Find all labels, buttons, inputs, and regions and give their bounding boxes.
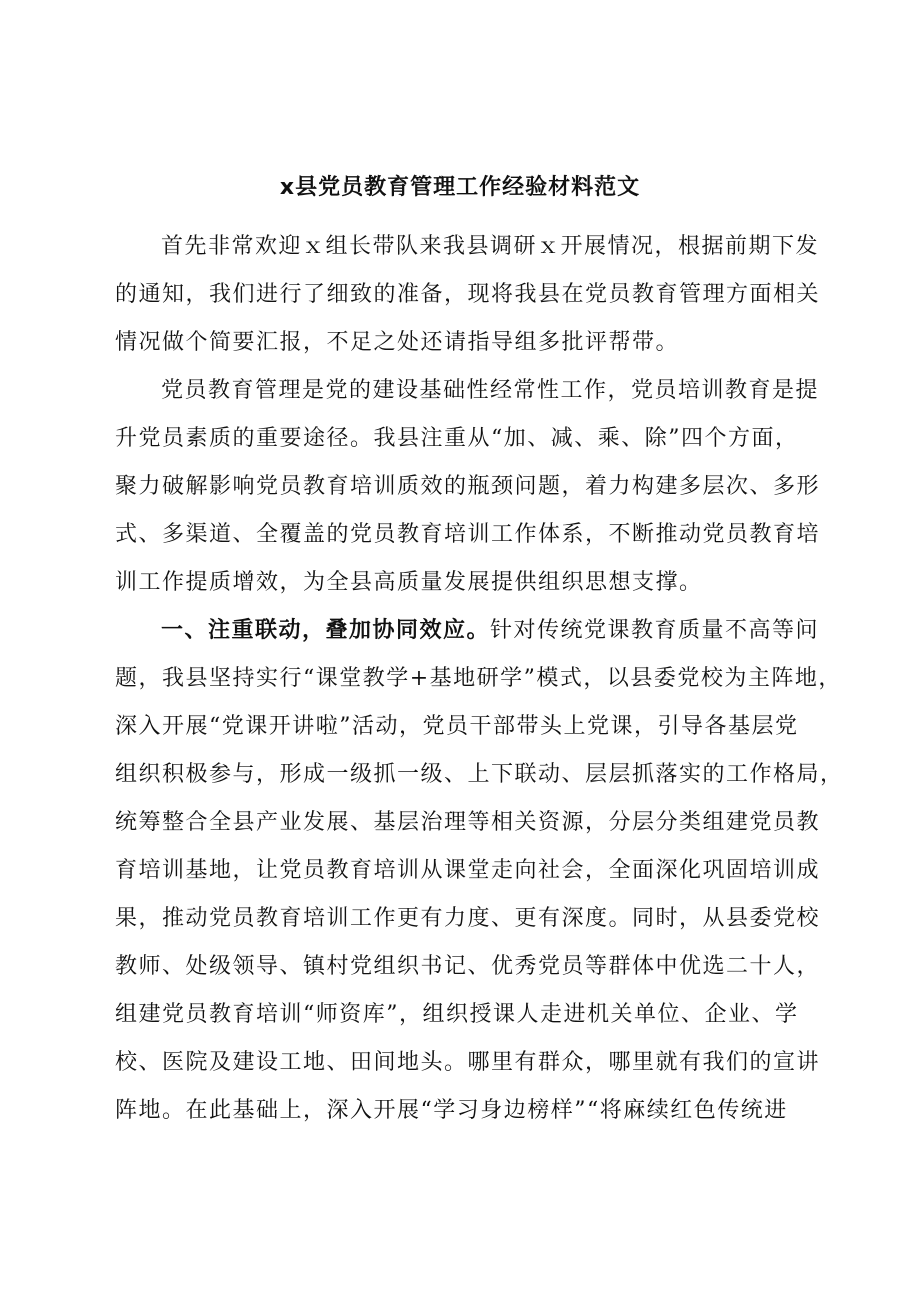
paragraph-3-line-10: 校、医院及建设工地、田间地头。哪里有群众，哪里就有我们的宣讲: [115, 1050, 821, 1075]
paragraph-2-line-2: 升党员素质的重要途径。我县注重从“加、减、乘、除”四个方面，: [115, 426, 799, 451]
paragraph-3-line-5: 统筹整合全县产业发展、基层治理等相关资源，分层分类组建党员教: [115, 810, 821, 835]
section-heading-1: 一、注重联动，叠加协同效应。: [161, 618, 491, 643]
paragraph-3-line-9: 组建党员教育培训“师资库”，组织授课人走进机关单位、企业、学: [115, 1002, 799, 1027]
paragraph-3-line-1: [161, 614, 820, 648]
paragraph-3-line-8: 教师、处级领导、镇村党组织书记、优秀党员等群体中优选二十人，: [115, 954, 821, 979]
document-title: x县党员教育管理工作经验材料范文: [279, 175, 641, 200]
paragraph-1-line-3: 情况做个简要汇报，不足之处还请指导组多批评帮带。: [115, 330, 680, 355]
paragraph-2-line-1: 党员教育管理是党的建设基础性经常性工作，党员培训教育是提: [161, 378, 820, 403]
paragraph-1-line-1: 首先非常欢迎ｘ组长带队来我县调研ｘ开展情况，根据前期下发: [161, 234, 820, 259]
paragraph-1-line-2: 的通知，我们进行了细致的准备，现将我县在党员教育管理方面相关: [115, 282, 821, 307]
paragraph-3-line-6: 育培训基地，让党员教育培训从课堂走向社会，全面深化巩固培训成: [115, 858, 821, 883]
paragraph-2-line-4: 式、多渠道、全覆盖的党员教育培训工作体系，不断推动党员教育培: [115, 522, 821, 547]
paragraph-2-line-3: 聚力破解影响党员教育培训质效的瓶颈问题，着力构建多层次、多形: [115, 474, 821, 499]
paragraph-2-line-5: 训工作提质增效，为全县高质量发展提供组织思想支撑。: [115, 570, 703, 595]
paragraph-3-line-1-rest: 针对传统党课教育质量不高等问: [490, 618, 820, 643]
paragraph-3-line-4: 组织积极参与，形成一级抓一级、上下联动、层层抓落实的工作格局，: [115, 762, 844, 787]
paragraph-3-line-3: 深入开展“党课开讲啦”活动，党员干部带头上党课，引导各基层党: [115, 714, 799, 739]
paragraph-3-line-7: 果，推动党员教育培训工作更有力度、更有深度。同时，从县委党校: [115, 906, 821, 931]
paragraph-3-line-2: 题，我县坚持实行“课堂教学+基地研学”模式，以县委党校为主阵地，: [115, 666, 842, 691]
paragraph-3-line-11: 阵地。在此基础上，深入开展“学习身边榜样”“将麻续红色传统进: [115, 1098, 788, 1123]
